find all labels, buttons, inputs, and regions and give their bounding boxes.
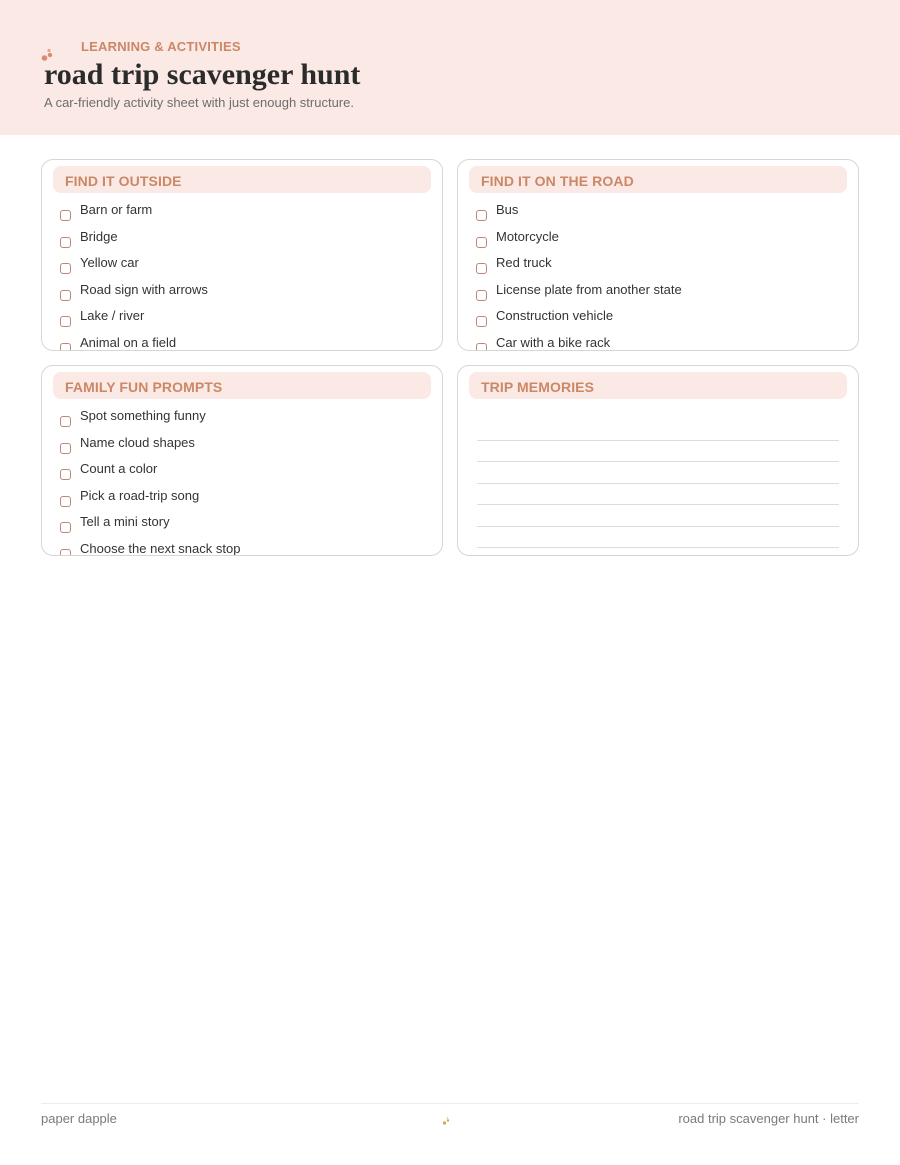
- card-family-fun-prompts: [41, 365, 443, 556]
- checklist-item-label: Spot something funny: [80, 408, 206, 423]
- card-header: [53, 166, 431, 193]
- checklist-item-label: Bridge: [80, 228, 118, 244]
- checklist-item-label: Choose the next snack stop: [80, 540, 241, 556]
- checkbox[interactable]: [60, 522, 71, 533]
- checkbox[interactable]: [476, 237, 487, 248]
- dots-icon: [442, 1117, 451, 1126]
- card-find-it-on-the-road: [457, 159, 859, 351]
- checkbox[interactable]: [60, 549, 71, 557]
- card-title: FIND IT OUTSIDE: [65, 173, 182, 189]
- page-subtitle: A car-friendly activity sheet with just enough structure.: [44, 95, 354, 110]
- checkbox[interactable]: [476, 343, 487, 352]
- checkbox[interactable]: [60, 210, 71, 221]
- checklist-item-label: Road sign with arrows: [80, 281, 208, 297]
- checklist-item-label: Pick a road-trip song: [80, 487, 200, 503]
- checkbox[interactable]: [60, 290, 71, 301]
- checklist-item-label: Motorcycle: [496, 228, 559, 244]
- checkbox[interactable]: [476, 263, 487, 274]
- checkbox[interactable]: [476, 290, 487, 301]
- card-header: [469, 166, 847, 193]
- checklist-item-label: Lake / river: [80, 308, 145, 323]
- card-title: FAMILY FUN PROMPTS: [65, 379, 223, 395]
- checkbox[interactable]: [60, 263, 71, 274]
- checklist-item-label: Name cloud shapes: [80, 434, 195, 450]
- checkbox[interactable]: [60, 496, 71, 507]
- writing-line: [477, 462, 839, 484]
- checklist-item-label: Yellow car: [80, 255, 139, 270]
- checklist-item-label: Red truck: [496, 255, 552, 270]
- card-trip-memories: [457, 365, 859, 556]
- footer-divider: [41, 1103, 859, 1104]
- writing-line: [477, 441, 839, 463]
- footer-brand: paper dapple: [41, 1111, 117, 1126]
- card-title: TRIP MEMORIES: [481, 379, 595, 395]
- card-header: [53, 372, 431, 399]
- checkbox[interactable]: [60, 316, 71, 327]
- checklist-item-label: Animal on a field: [80, 334, 177, 350]
- checklist-item-label: Tell a mini story: [80, 514, 170, 529]
- footer-document-label: road trip scavenger hunt · letter: [678, 1111, 859, 1126]
- checklist-item-label: Count a color: [80, 461, 158, 476]
- checklist-item-label: Construction vehicle: [496, 308, 614, 323]
- checkbox[interactable]: [60, 443, 71, 454]
- card-title: FIND IT ON THE ROAD: [481, 173, 634, 189]
- eyebrow-label: LEARNING & ACTIVITIES: [81, 39, 241, 54]
- checkbox[interactable]: [60, 237, 71, 248]
- card-header: [469, 372, 847, 399]
- page-header: [0, 0, 900, 135]
- checklist-item-label: Barn or farm: [80, 202, 153, 217]
- checkbox[interactable]: [60, 416, 71, 427]
- checklist-item-label: Car with a bike rack: [496, 334, 611, 350]
- writing-line: [477, 419, 839, 441]
- checkbox[interactable]: [476, 210, 487, 221]
- checkbox[interactable]: [60, 343, 71, 352]
- checklist-item-label: License plate from another state: [496, 281, 682, 297]
- page-title: road trip scavenger hunt: [44, 58, 361, 91]
- writing-line: [477, 484, 839, 506]
- writing-lines[interactable]: [477, 419, 839, 548]
- writing-line: [477, 505, 839, 527]
- checklist-item-label: Bus: [496, 202, 519, 217]
- card-find-it-outside: [41, 159, 443, 351]
- writing-line: [477, 527, 839, 549]
- checkbox[interactable]: [476, 316, 487, 327]
- checkbox[interactable]: [60, 469, 71, 480]
